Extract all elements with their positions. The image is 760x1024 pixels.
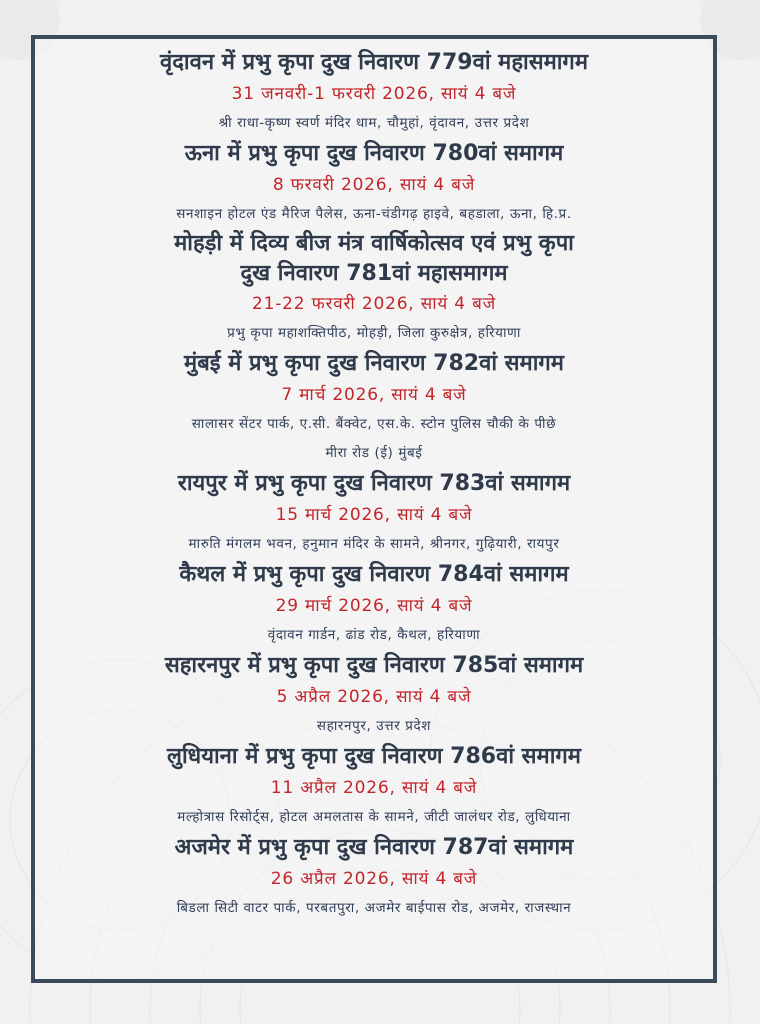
event-title: रायपुर में प्रभु कृपा दुख निवारण 783वां समागम [177, 471, 571, 496]
event-date: 5 अप्रैल 2026, सायं 4 बजे [276, 687, 472, 707]
event-venue [35, 200, 713, 229]
event-786 [35, 741, 713, 832]
event-782 [35, 348, 713, 468]
event-date: 26 अप्रैल 2026, सायं 4 बजे [270, 869, 478, 889]
event-779 [35, 47, 713, 138]
event-venue-line: सालासर सेंटर पार्क, ए.सी. बैंक्वेट, एस.के. स्टोन पुलिस चौकी के पीछे [191, 416, 557, 432]
event-date: 11 अप्रैल 2026, सायं 4 बजे [270, 778, 478, 798]
event-venue-line: मारुति मंगलम भवन, हनुमान मंदिर के सामने, श्रीनगर, गुढ़ियारी, रायपुर [188, 536, 560, 552]
event-venue-line: मीरा रोड (ई) मुंबई [325, 445, 423, 461]
event-venue [35, 621, 713, 650]
event-783 [35, 468, 713, 559]
event-venue [35, 319, 713, 348]
event-venue [35, 803, 713, 832]
event-date: 31 जनवरी-1 फरवरी 2026, सायं 4 बजे [231, 84, 517, 104]
event-venue [35, 410, 713, 468]
event-venue [35, 109, 713, 138]
event-title [35, 229, 713, 289]
event-title: वृंदावन में प्रभु कृपा दुख निवारण 779वां महासमागम [160, 50, 588, 75]
event-781 [35, 229, 713, 348]
event-title: कैथल में प्रभु कृपा दुख निवारण 784वां समागम [179, 562, 569, 587]
event-venue-line: सहारनपुर, उत्तर प्रदेश [316, 718, 432, 734]
event-venue-line: श्री राधा-कृष्ण स्वर्ण मंदिर धाम, चौमुहां, वृंदावन, उत्तर प्रदेश [218, 115, 530, 131]
event-venue [35, 894, 713, 923]
event-date: 15 मार्च 2026, सायं 4 बजे [275, 505, 473, 525]
events-list [35, 47, 713, 923]
event-venue-line: बिडला सिटी वाटर पार्क, परबतपुरा, अजमेर बाईपास रोड, अजमेर, राजस्थान [176, 900, 572, 916]
event-venue-line: मल्होत्रास रिसोर्ट्स, होटल अमलतास के सामने, जीटी जालंधर रोड, लुधियाना [177, 809, 571, 825]
event-title-line: मोहड़ी में दिव्य बीज मंत्र वार्षिकोत्सव एवं प्रभु कृपा [174, 231, 574, 256]
event-785 [35, 650, 713, 741]
event-title: ऊना में प्रभु कृपा दुख निवारण 780वां समागम [184, 141, 564, 166]
event-venue [35, 530, 713, 559]
event-title: अजमेर में प्रभु कृपा दुख निवारण 787वां समागम [174, 835, 574, 860]
event-venue-line: सनशाइन होटल एंड मैरिज पैलेस, ऊना-चंडीगढ़ हाइवे, बहडाला, ऊना, हि.प्र. [176, 206, 572, 222]
event-date: 7 मार्च 2026, सायं 4 बजे [281, 385, 467, 405]
schedule-frame [31, 35, 717, 983]
event-title-line: दुख निवारण 781वां महासमागम [240, 261, 508, 286]
event-title: लुधियाना में प्रभु कृपा दुख निवारण 786वां समागम [167, 744, 581, 769]
event-784 [35, 559, 713, 650]
event-787 [35, 832, 713, 923]
event-venue-line: वृंदावन गार्डन, ढांड रोड, कैथल, हरियाणा [267, 627, 481, 643]
event-780 [35, 138, 713, 229]
event-title: मुंबई में प्रभु कृपा दुख निवारण 782वां समागम [184, 351, 564, 376]
event-venue-line: प्रभु कृपा महाशक्तिपीठ, मोहड़ी, जिला कुरुक्षेत्र, हरियाणा [227, 325, 521, 341]
event-date: 21-22 फरवरी 2026, सायं 4 बजे [251, 294, 497, 314]
event-title: सहारनपुर में प्रभु कृपा दुख निवारण 785वां समागम [164, 653, 584, 678]
event-date: 29 मार्च 2026, सायं 4 बजे [275, 596, 473, 616]
event-date: 8 फरवरी 2026, सायं 4 बजे [272, 175, 476, 195]
event-venue [35, 712, 713, 741]
